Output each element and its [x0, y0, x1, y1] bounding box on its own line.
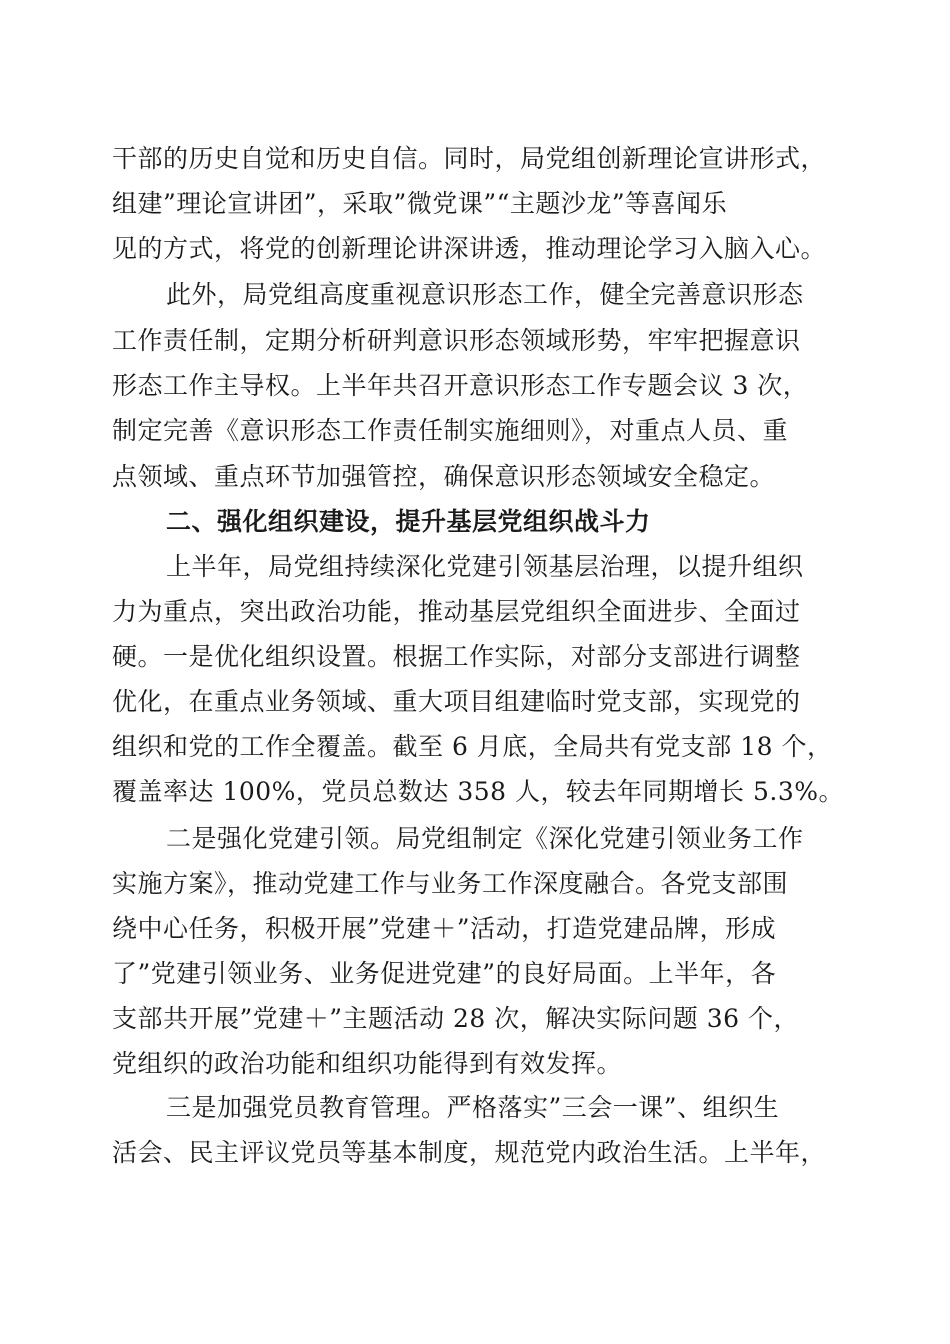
text-line: 二是强化党建引领。局党组制定《深化党建引领业务工作 [166, 824, 804, 853]
text-line: 点领域、重点环节加强管控，确保意识形态领域安全稳定。 [112, 462, 776, 491]
text-line: 组建”理论宣讲团”，采取”微党课”“主题沙龙”等喜闻乐 [112, 189, 728, 218]
text-line: 工作责任制，定期分析研判意识形态领域形势，牢牢把握意识 [112, 326, 801, 355]
text-line: 实施方案》，推动党建工作与业务工作深度融合。各党支部围 [112, 869, 789, 898]
text-line: 三是加强党员教育管理。严格落实”三会一课”、组织生 [166, 1093, 780, 1122]
text-line: 优化，在重点业务领域、重大项目组建临时党支部，实现党的 [112, 687, 801, 716]
text-line: 力为重点，突出政治功能，推动基层党组织全面进步、全面过 [112, 597, 801, 626]
text-line: 制定完善《意识形态工作责任制实施细则》，对重点人员、重 [112, 416, 789, 445]
text-line: 组织和党的工作全覆盖。截至 6 月底，全局共有党支部 18 个， [112, 732, 833, 761]
text-line: 绕中心任务，积极开展”党建＋”活动，打造党建品牌，形成 [112, 914, 777, 943]
text-line: 党组织的政治功能和组织功能得到有效发挥。 [112, 1049, 623, 1078]
text-line: 形态工作主导权。上半年共召开意识形态工作专题会议 3 次， [112, 371, 809, 400]
text-line: 支部共开展”党建＋”主题活动 28 次，解决实际问题 36 个， [112, 1004, 799, 1033]
text-line: 了”党建引领业务、业务促进党建”的良好局面。上半年，各 [112, 959, 777, 988]
section-heading: 二、强化组织建设，提升基层党组织战斗力 [166, 507, 651, 536]
text-line: 活会、民主评议党员等基本制度，规范党内政治生活。上半年， [112, 1138, 827, 1167]
text-line: 覆盖率达 100%，党员总数达 358 人，较去年同期增长 5.3%。 [112, 777, 844, 806]
text-line: 上半年，局党组持续深化党建引领基层治理，以提升组织 [166, 552, 804, 581]
text-line: 见的方式，将党的创新理论讲深讲透，推动理论学习入脑入心。 [112, 234, 827, 263]
text-line: 干部的历史自觉和历史自信。同时，局党组创新理论宣讲形式， [112, 144, 827, 173]
text-line: 此外，局党组高度重视意识形态工作，健全完善意识形态 [166, 280, 804, 309]
text-line: 硬。一是优化组织设置。根据工作实际，对部分支部进行调整 [112, 642, 801, 671]
